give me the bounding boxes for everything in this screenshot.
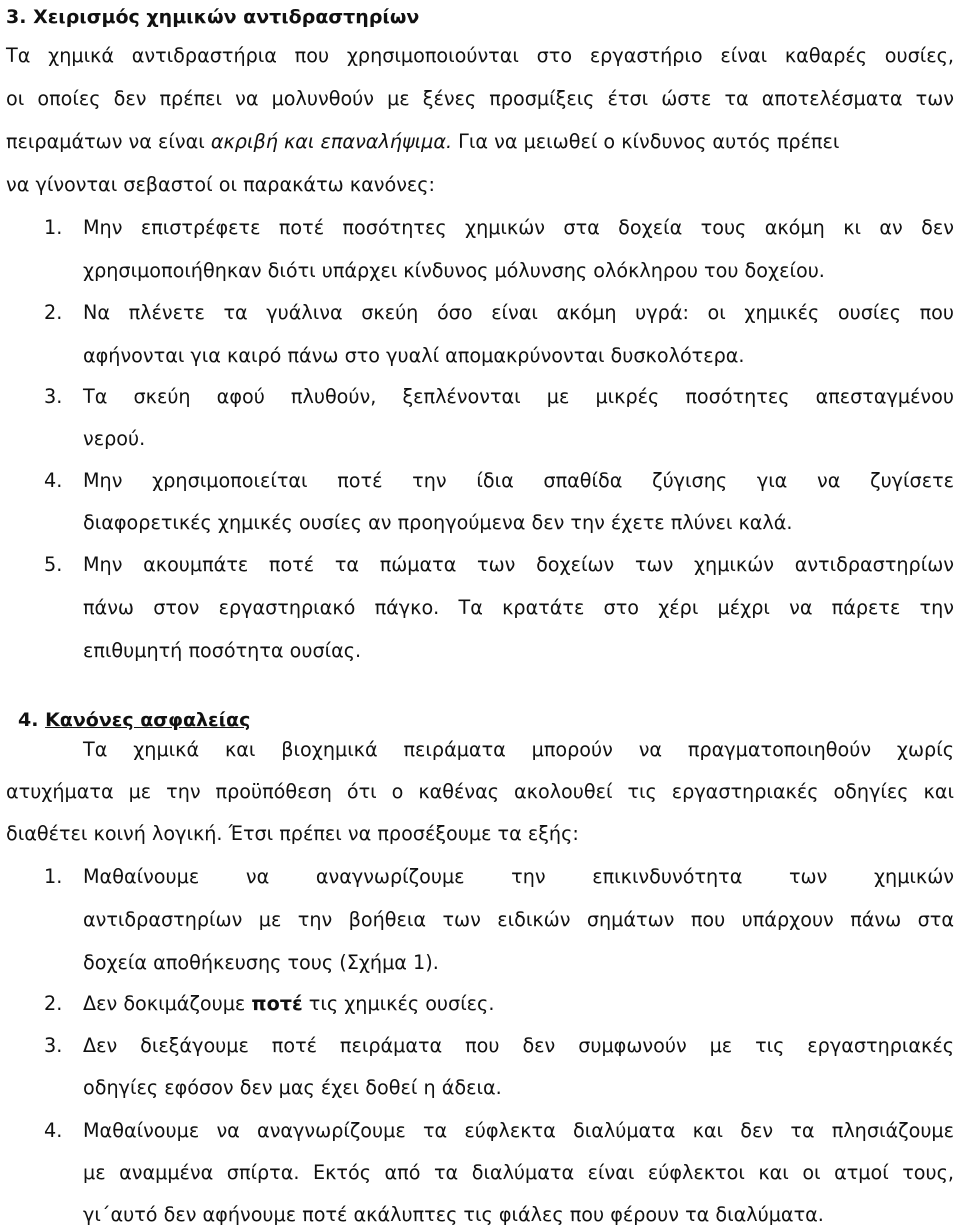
rule-3-5-line-3: επιθυμητή ποσότητα ουσίας. xyxy=(83,639,362,662)
section-3-intro-line-2: οι οποίες δεν πρέπει να μολυνθούν με ξένες προσμίξεις έτσι ώστε τα αποτελέσματα των xyxy=(6,87,954,110)
rule-3-1-line-2: χρησιμοποιήθηκαν διότι υπάρχει κίνδυνος μόλυνσης ολόκληρου του δοχείου. xyxy=(83,259,825,282)
rule-3-5-line-2: πάνω στον εργαστηριακό πάγκο. Τα κρατάτε στο χέρι μέχρι να πάρετε την xyxy=(83,596,954,619)
rule-4-4-number: 4. xyxy=(44,1119,63,1142)
section-3-number: 3. xyxy=(6,6,27,28)
section-3-intro-line-4: να γίνονται σεβαστοί οι παρακάτω κανόνες: xyxy=(6,173,436,196)
rule-3-1-number: 1. xyxy=(44,216,63,239)
rule-4-4-line-2: με αναμμένα σπίρτα. Εκτός από τα διαλύματα είναι εύφλεκτοι και οι ατμοί τους, xyxy=(83,1161,954,1184)
section-3-heading xyxy=(6,6,419,28)
rule-4-1-line-1: Μαθαίνουμε να αναγνωρίζουμε την επικινδυνότητα των χημικών xyxy=(83,865,954,888)
section-4-number: 4. xyxy=(18,709,39,731)
section-3-title: Χειρισμός χημικών αντιδραστηρίων xyxy=(33,6,420,28)
rule-3-3-number: 3. xyxy=(44,385,63,408)
rule-3-3-line-2: νερού. xyxy=(83,427,146,450)
section-4-intro-line-3: διαθέτει κοινή λογική. Έτσι πρέπει να προσέξουμε τα εξής: xyxy=(6,822,579,845)
rule-3-4-number: 4. xyxy=(44,469,63,492)
rule-3-2-number: 2. xyxy=(44,301,63,324)
section-4-intro-line-2: ατυχήματα με την προϋπόθεση ότι ο καθένας ακολουθεί τις εργαστηριακές οδηγίες και xyxy=(6,780,954,803)
rule-3-5-number: 5. xyxy=(44,553,63,576)
rule-4-3-line-2: οδηγίες εφόσον δεν μας έχει δοθεί η άδεια. xyxy=(83,1076,502,1099)
rule-4-3-line-1: Δεν διεξάγουμε ποτέ πειράματα που δεν συμφωνούν με τις εργαστηριακές xyxy=(83,1034,954,1057)
rule-4-1-number: 1. xyxy=(44,865,63,888)
rule-4-1-line-2: αντιδραστηρίων με την βοήθεια των ειδικών σημάτων που υπάρχουν πάνω στα xyxy=(83,908,954,931)
rule-3-5-line-1: Μην ακουμπάτε ποτέ τα πώματα των δοχείων των χημικών αντιδραστηρίων xyxy=(83,553,954,576)
rule-3-4-line-2: διαφορετικές χημικές ουσίες αν προηγούμενα δεν την έχετε πλύνει καλά. xyxy=(83,511,793,534)
rule-3-1-line-1: Μην επιστρέφετε ποτέ ποσότητες χημικών στα δοχεία τους ακόμη κι αν δεν xyxy=(83,216,954,239)
rule-4-1-line-3: δοχεία αποθήκευσης τους (Σχήμα 1). xyxy=(83,951,439,974)
section-3-intro-line-3: πειραμάτων να είναι ακριβή και επαναλήψιμα. Για να μειωθεί ο κίνδυνος αυτός πρέπει xyxy=(6,130,840,153)
rule-4-4-line-3: γι΄αυτό δεν αφήνουμε ποτέ ακάλυπτες τις φιάλες που φέρουν τα διαλύματα. xyxy=(83,1203,824,1226)
rule-3-2-line-1: Να πλένετε τα γυάλινα σκεύη όσο είναι ακόμη υγρά: οι χημικές ουσίες που xyxy=(83,301,954,324)
rule-3-3-line-1: Τα σκεύη αφού πλυθούν, ξεπλένονται με μικρές ποσότητες απεσταγμένου xyxy=(83,385,954,408)
rule-4-3-number: 3. xyxy=(44,1034,63,1057)
section-4-title: Κανόνες ασφαλείας xyxy=(45,709,251,731)
emphasis-accurate-repeatable: ακριβή και επαναλήψιμα. xyxy=(210,130,453,153)
rule-4-4-line-1: Μαθαίνουμε να αναγνωρίζουμε τα εύφλεκτα διαλύματα και δεν τα πλησιάζουμε xyxy=(83,1119,954,1142)
section-4-intro-line-1: Τα χημικά και βιοχημικά πειράματα μπορούν να πραγματοποιηθούν χωρίς xyxy=(83,738,954,761)
rule-4-2-line-1: Δεν δοκιμάζουμε ποτέ τις χημικές ουσίες. xyxy=(83,992,495,1015)
rule-3-4-line-1: Μην χρησιμοποιείται ποτέ την ίδια σπαθίδα ζύγισης για να ζυγίσετε xyxy=(83,469,954,492)
section-4-heading xyxy=(18,709,250,731)
emphasis-never: ποτέ xyxy=(251,992,303,1015)
rule-3-2-line-2: αφήνονται για καιρό πάνω στο γυαλί απομακρύνονται δυσκολότερα. xyxy=(83,344,745,367)
section-3-intro-line-1: Τα χημικά αντιδραστήρια που χρησιμοποιούνται στο εργαστήριο είναι καθαρές ουσίες, xyxy=(6,44,954,67)
rule-4-2-number: 2. xyxy=(44,992,63,1015)
